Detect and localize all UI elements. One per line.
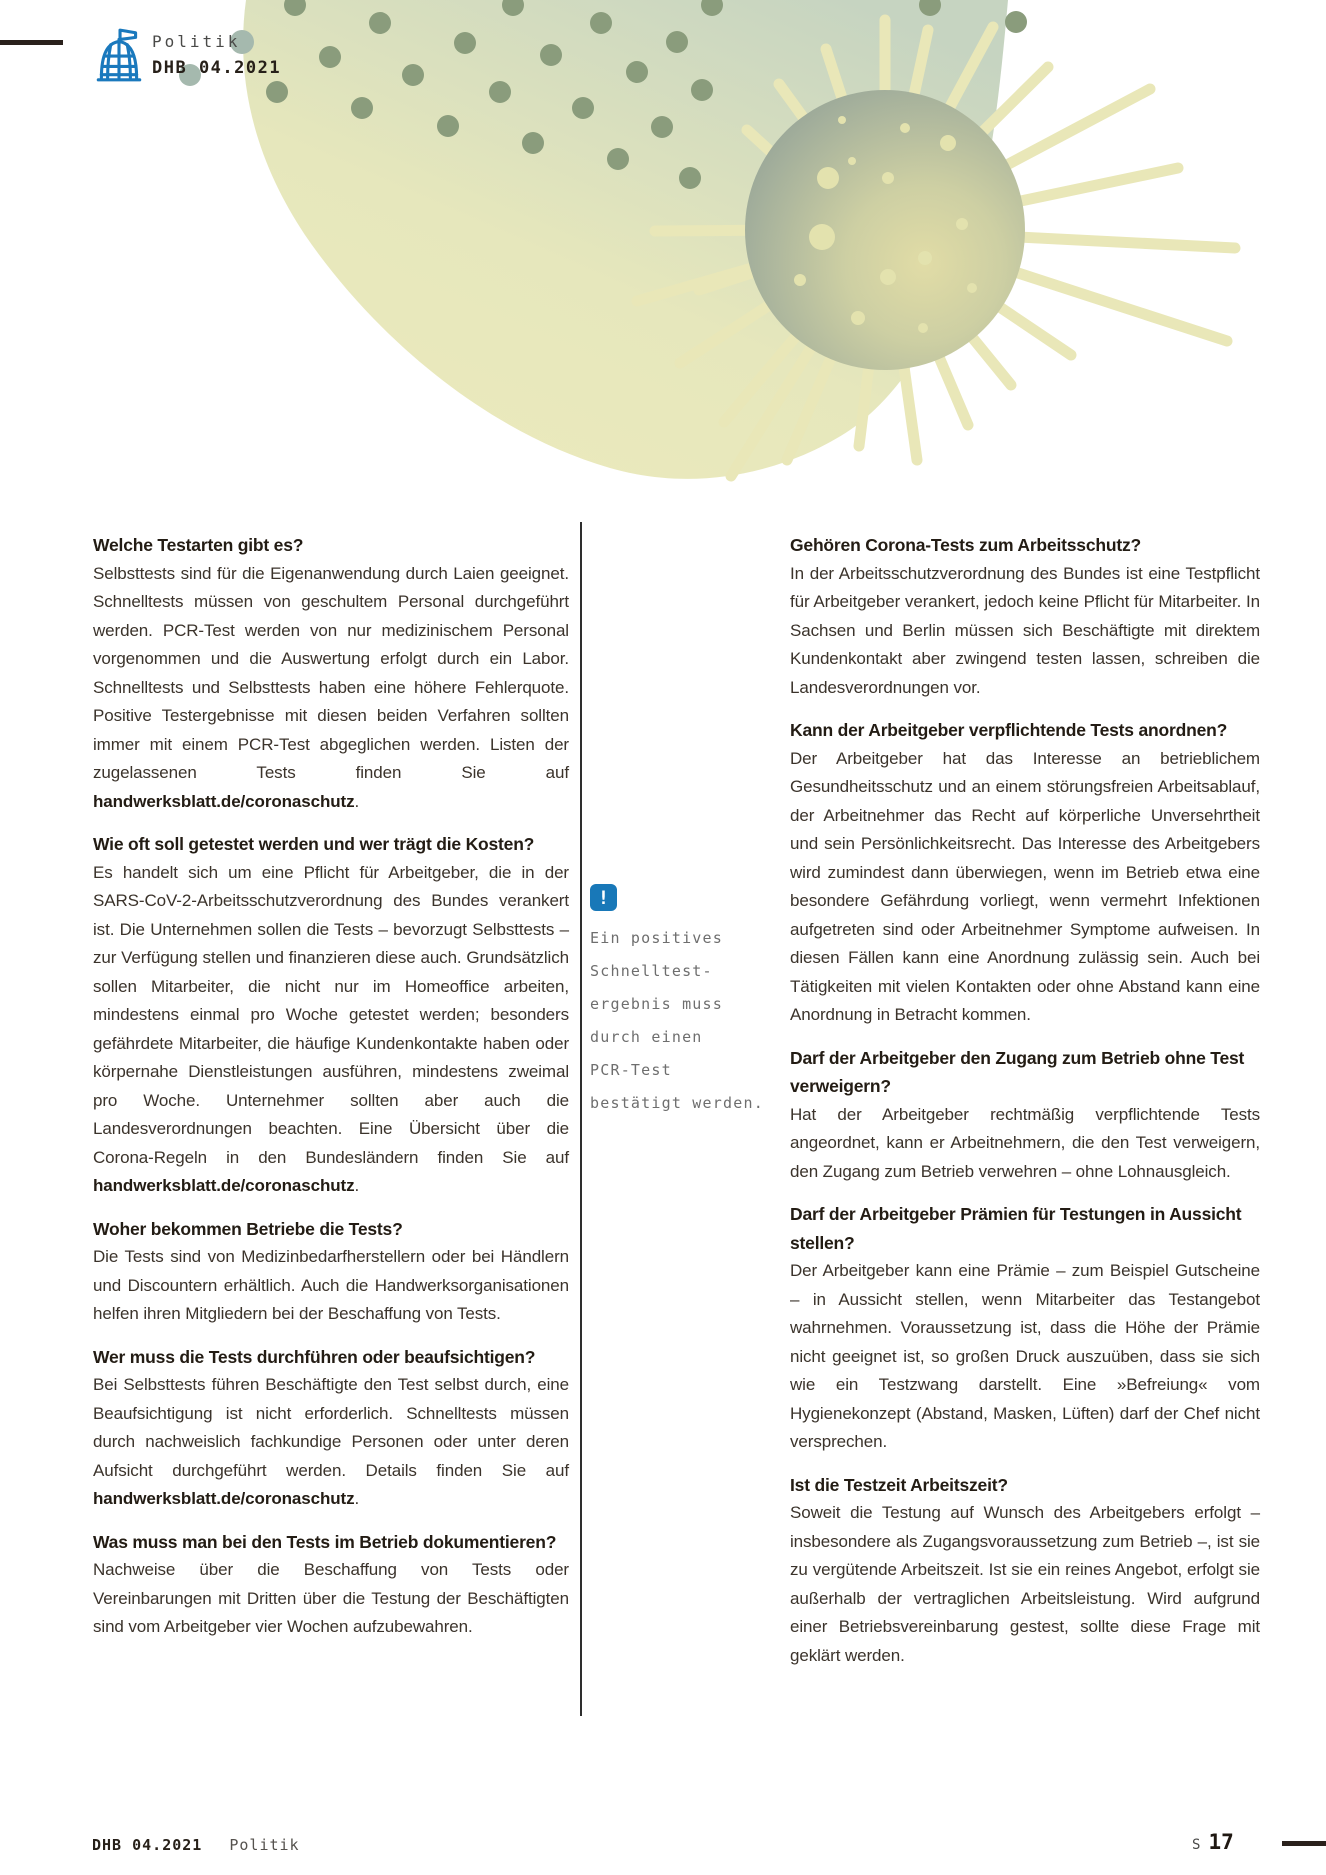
answer-paragraph <box>790 1499 1260 1670</box>
pullquote-line: ergebnis muss <box>590 995 723 1013</box>
answer-run: Nachweise über die Beschaffung von Tests oder Vereinbarungen mit Dritten über die Testung der Beschäftigten sind vom Arbeitgeber vier Wochen aufzubewahren. <box>93 1560 569 1636</box>
alert-icon <box>590 884 617 911</box>
answer-run: Bei Selbsttests führen Beschäftigte den Test selbst durch, eine Beaufsichtigung ist nicht erforderlich. Schnelltests müssen durch nachweislich fachkundige Personen oder unter deren Aufsicht durchgeführt werden. Details finden Sie auf <box>93 1375 569 1480</box>
question-heading: Wie oft soll getestet werden und wer trägt die Kosten? <box>93 834 535 854</box>
question-heading: Kann der Arbeitgeber verpflichtende Tests anordnen? <box>790 720 1228 740</box>
reichstag-dome-icon <box>94 26 144 84</box>
issue-label: DHB 04.2021 <box>152 58 282 78</box>
footer-rule <box>1282 1841 1326 1846</box>
answer-run: Der Arbeitgeber hat das Interesse an betrieblichem Gesundheitsschutz und an einem störungsfreien Arbeitsablauf, der Arbeitnehmer das Recht auf körperliche Unversehrtheit und sein Persönlichkeitsrecht. Das Interesse des Arbeitgebers wird zumindest dann überwiegen, wenn im Betrieb etwa eine besondere Gefährdung vorliegt, wenn vermehrt Infektionen aufgetreten sind oder Arbeitnehmer Symptome aufweisen. In diesen Fällen kann eine Anordnung zulässig sein. Auch bei Tätigkeiten mit vielen Kontakten oder ohne Abstand kann eine Anordnung in Betracht kommen. <box>790 748 1260 1024</box>
question-heading: Darf der Arbeitgeber den Zugang zum Betrieb ohne Test verweigern? <box>790 1047 1245 1096</box>
answer-run: Der Arbeitgeber kann eine Prämie – zum Beispiel Gutscheine – in Aussicht stellen, wenn Mitarbeiter das Testangebot wahrnehmen. Voraussetzung ist, dass die Höhe der Prämie nicht geeignet ist, so großen Druck auszuüben, dass sie sich wie ein Testzwang darstellt. Eine »Befreiung« vom Hygienekonzept (Abstand, Masken, Lüften) darf der Chef nicht versprechen. <box>790 1261 1260 1451</box>
footer-issue: DHB 04.2021 <box>92 1836 203 1854</box>
question-heading: Woher bekommen Betriebe die Tests? <box>93 1218 403 1239</box>
pullquote-line: durch einen <box>590 1028 703 1046</box>
inline-link: handwerksblatt.de/coronaschutz <box>93 1176 355 1195</box>
answer-run: Selbsttests sind für die Eigenanwendung durch Laien geeignet. Schnelltests müssen von geschultem Personal durchgeführt werden. PCR-Test werden von nur medizinischem Personal vorgenommen und die Auswertung erfolgt durch ein Labor. Schnelltests und Selbsttests haben eine höhere Fehlerquote. Positive Testergebnisse mit diesen beiden Verfahren sollten immer mit einem PCR-Test abgeglichen werden. Listen der zugelassenen Tests finden Sie auf <box>93 563 569 782</box>
answer-paragraph <box>93 560 569 817</box>
page-footer <box>0 1828 1326 1868</box>
answer-paragraph <box>93 1243 569 1329</box>
answer-paragraph <box>790 560 1260 703</box>
answer-run: . <box>354 1176 360 1195</box>
pullquote-line: Ein positives <box>590 929 723 947</box>
question-heading: Welche Testarten gibt es? <box>93 535 304 555</box>
answer-run: Die Tests sind von Medizinbedarfherstellern oder bei Händlern und Discountern erhältlich. Auch die Handwerksorganisationen helfen ihren Mitgliedern bei der Beschaffung von Tests. <box>93 1247 569 1323</box>
column-right <box>790 531 1260 1684</box>
pullquote-line: PCR-Test <box>590 1061 672 1079</box>
answer-run: . <box>354 1489 360 1508</box>
question-heading: Darf der Arbeitgeber Prämien für Testungen in Aussicht stellen? <box>790 1204 1242 1253</box>
pullquote-line: Schnelltest- <box>590 962 713 980</box>
page-header <box>94 26 281 84</box>
answer-paragraph <box>93 1371 569 1514</box>
answer-paragraph <box>93 1556 569 1642</box>
inline-link: handwerksblatt.de/coronaschutz <box>93 791 355 811</box>
answer-run: . <box>354 791 360 811</box>
pullquote-line: bestätigt werden. <box>590 1094 764 1112</box>
answer-paragraph <box>790 745 1260 1030</box>
footer-section: Politik <box>229 1836 300 1854</box>
answer-run: Hat der Arbeitgeber rechtmäßig verpflichtende Tests angeordnet, kann er Arbeitnehmern, die den Test verweigern, den Zugang zum Betrieb verwehren – ohne Lohnausgleich. <box>790 1104 1260 1181</box>
column-divider <box>580 522 582 1716</box>
answer-run: Soweit die Testung auf Wunsch des Arbeitgebers erfolgt – insbesondere als Zugangsvoraussetzung zum Betrieb –, ist sie zu vergütende Arbeitszeit. Ist sie ein reines Angebot, erfolgt sie außerhalb der vertraglichen Arbeitsleistung. Wird aufgrund einer Betriebsvereinbarung gestest, sollte diese Frage mit geklärt werden. <box>790 1503 1260 1665</box>
footer-left <box>92 1836 300 1854</box>
answer-paragraph <box>93 859 569 1201</box>
section-label: Politik <box>152 32 241 51</box>
question-heading: Was muss man bei den Tests im Betrieb dokumentieren? <box>93 1531 557 1552</box>
alert-glyph: ! <box>597 886 610 909</box>
answer-paragraph <box>790 1101 1260 1187</box>
pullquote <box>590 884 790 1120</box>
column-left <box>93 531 569 1656</box>
pullquote-text <box>590 922 790 1120</box>
question-heading: Gehören Corona-Tests zum Arbeitsschutz? <box>790 535 1141 555</box>
answer-paragraph <box>790 1257 1260 1457</box>
top-rule <box>0 40 63 45</box>
question-heading: Wer muss die Tests durchführen oder beaufsichtigen? <box>93 1346 536 1367</box>
answer-run: Es handelt sich um eine Pflicht für Arbeitgeber, die in der SARS-CoV-2-Arbeitsschutzverordnung des Bundes verankert ist. Die Unternehmen sollen die Tests – bevorzugt Selbsttests – zur Verfügung stellen und finanzieren diese auch. Grundsätzlich sollen Mitarbeiter, die nicht nur im Homeoffice arbeiten, mindestens einmal pro Woche getestet werden; besonders gefährdete Mitarbeiter, die häufige Kundenkontakte haben oder körpernahe Dienstleistungen ausführen, mindestens zweimal pro Woche. Unternehmer sollten aber auch die Landesverordnungen beachten. Eine Übersicht über die Corona-Regeln in den Bundesländern finden Sie auf <box>93 862 569 1167</box>
answer-run: In der Arbeitsschutzverordnung des Bundes ist eine Testpflicht für Arbeitgeber verankert, jedoch keine Pflicht für Mitarbeiter. In Sachsen und Berlin müssen sich Beschäftigte mit direktem Kundenkontakt aber zwingend testen lassen, schreiben die Landesverordnungen vor. <box>790 563 1260 697</box>
inline-link: handwerksblatt.de/coronaschutz <box>93 1489 355 1508</box>
page-number: 17 <box>1208 1830 1234 1854</box>
question-heading: Ist die Testzeit Arbeitszeit? <box>790 1474 1008 1495</box>
footer-right <box>1192 1830 1234 1854</box>
page-label: S <box>1192 1837 1202 1853</box>
